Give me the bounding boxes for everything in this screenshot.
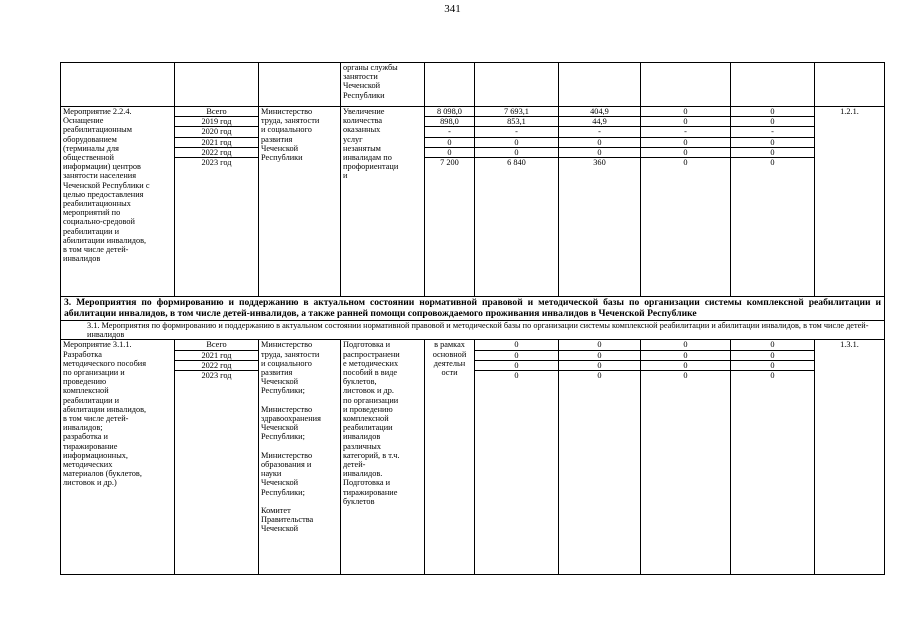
- event-311-indicator: 1.3.1.: [815, 340, 885, 575]
- event-311-executor: Министерство труда, занятости и социального развития Чеченской Республики; Министерство здравоохранения Чеченской Республики; Министерство образования и науки Чеченской Республики; Комитет Правительства Чеченской: [259, 340, 341, 575]
- value-cell: 0: [641, 138, 730, 148]
- value-cell: 0: [731, 148, 814, 158]
- value-cell: 0: [475, 340, 558, 350]
- year-cell: 2020 год: [175, 127, 258, 137]
- year-cell: Всего: [175, 107, 258, 117]
- value-cell: 0: [731, 351, 814, 361]
- year-cell: 2022 год: [175, 361, 258, 371]
- value-cell: -: [425, 127, 474, 137]
- value-cell: 0: [641, 361, 730, 371]
- value-cell: -: [559, 127, 640, 137]
- event-311-years: [175, 340, 259, 575]
- event-224-executor: Министерство труда, занятости и социального развития Чеченской Республики: [259, 107, 341, 297]
- year-cell: 2019 год: [175, 117, 258, 127]
- value-cell: 360: [593, 157, 606, 167]
- cont-cell-8: [641, 63, 731, 107]
- section-3-title: 3. Мероприятия по формированию и поддержанию в актуальном состоянии нормативной правовой и методической базы по организации системы комплексной реабилитации и абилитации инвалидов, в том числе детей-инвалидов, а также ранней помощи сопровождаемого проживания инвалидов в Чеченской Республике: [61, 297, 885, 321]
- value-cell: 6 840: [507, 157, 526, 167]
- event-224-row: [61, 107, 885, 297]
- cont-cell-name: [61, 63, 175, 107]
- event-311-result: Подготовка и распространени е методических пособий в виде буклетов, листовок и др. по организации и проведению комплексной реабилитации инвалидов различных категорий, в т.ч. детей- инвалидов. Подготовка и тиражирование буклетов: [341, 340, 425, 575]
- year-cell: 2023 год: [201, 370, 232, 380]
- value-cell: 0: [731, 117, 814, 127]
- cont-cell-7: [559, 63, 641, 107]
- value-cell: 0: [641, 117, 730, 127]
- value-cell: 853,1: [475, 117, 558, 127]
- event-311-col6: [475, 340, 559, 575]
- value-cell: 0: [559, 361, 640, 371]
- event-311-col9: [731, 340, 815, 575]
- section-31-row: [61, 321, 885, 340]
- value-cell: 0: [475, 361, 558, 371]
- event-224-col8: [641, 107, 731, 297]
- event-224-years: [175, 107, 259, 297]
- year-cell: Всего: [175, 340, 258, 350]
- value-cell: 7 200: [440, 157, 459, 167]
- value-cell: 404,9: [559, 107, 640, 117]
- event-224-col7: [559, 107, 641, 297]
- event-311-col8: [641, 340, 731, 575]
- value-cell: 0: [731, 361, 814, 371]
- value-cell: 0: [683, 370, 688, 380]
- year-cell: 2021 год: [175, 351, 258, 361]
- year-cell: 2023 год: [201, 157, 232, 167]
- value-cell: 0: [559, 138, 640, 148]
- value-cell: 0: [770, 157, 775, 167]
- year-cell: 2022 год: [175, 148, 258, 158]
- value-cell: 0: [731, 107, 814, 117]
- value-cell: -: [641, 127, 730, 137]
- cont-cell-year: [175, 63, 259, 107]
- cont-cell-5: [425, 63, 475, 107]
- event-224-col9: [731, 107, 815, 297]
- value-cell: 0: [683, 157, 688, 167]
- value-cell: 0: [641, 351, 730, 361]
- value-cell: 0: [770, 370, 775, 380]
- cont-cell-result: органы службы занятости Чеченской Республики: [341, 63, 425, 107]
- value-cell: 0: [425, 148, 474, 158]
- value-cell: 0: [559, 340, 640, 350]
- value-cell: 0: [641, 340, 730, 350]
- event-224-col5: [425, 107, 475, 297]
- event-224-name: Мероприятие 2.2.4. Оснащение реабилитационным оборудованием (терминалы для общественной информации) центров занятости населения Чеченской Республики с целью предоставления реабилитационных мероприятий по социально-средовой реабилитации и абилитации инвалидов, в том числе детей- инвалидов: [61, 107, 175, 297]
- value-cell: 7 693,1: [475, 107, 558, 117]
- cont-cell-6: [475, 63, 559, 107]
- program-table: [60, 62, 885, 575]
- value-cell: 0: [475, 138, 558, 148]
- value-cell: 0: [597, 370, 602, 380]
- event-224-col6: [475, 107, 559, 297]
- value-cell: -: [731, 127, 814, 137]
- value-cell: -: [475, 127, 558, 137]
- event-224-indicator: 1.2.1.: [815, 107, 885, 297]
- value-cell: 0: [731, 138, 814, 148]
- value-cell: 0: [731, 340, 814, 350]
- event-311-col7: [559, 340, 641, 575]
- section-31-title: 3.1. Мероприятия по формированию и поддержанию в актуальном состоянии нормативной правовой и методической базы по организации системы комплексной реабилитации и абилитации инвалидов, в том числе детей-инвалидов: [61, 321, 885, 340]
- value-cell: 0: [475, 351, 558, 361]
- cont-cell-indicator: [815, 63, 885, 107]
- value-cell: 0: [641, 148, 730, 158]
- event-224-result: Увеличение количества оказанных услуг незанятым инвалидам по профориентаци и: [341, 107, 425, 297]
- value-cell: 0: [641, 107, 730, 117]
- cont-cell-executor: [259, 63, 341, 107]
- value-cell: 898,0: [425, 117, 474, 127]
- event-311-row: [61, 340, 885, 575]
- value-cell: 0: [559, 148, 640, 158]
- page-number: 341: [444, 3, 461, 15]
- event-311-col5: в рамках основной деятельн ости: [425, 340, 475, 575]
- event-311-name: Мероприятие 3.1.1. Разработка методического пособия по организации и проведению комплексной реабилитации и абилитации инвалидов, в том числе детей- инвалидов; разработка и тиражирование информационных, методических материалов (буклетов, листовок и др.): [61, 340, 175, 575]
- value-cell: 8 098,0: [425, 107, 474, 117]
- value-cell: 0: [514, 370, 519, 380]
- value-cell: 44,9: [559, 117, 640, 127]
- section-3-row: [61, 297, 885, 321]
- year-cell: 2021 год: [175, 138, 258, 148]
- value-cell: 0: [475, 148, 558, 158]
- cont-cell-9: [731, 63, 815, 107]
- value-cell: 0: [559, 351, 640, 361]
- continuation-row: [61, 63, 885, 107]
- value-cell: 0: [425, 138, 474, 148]
